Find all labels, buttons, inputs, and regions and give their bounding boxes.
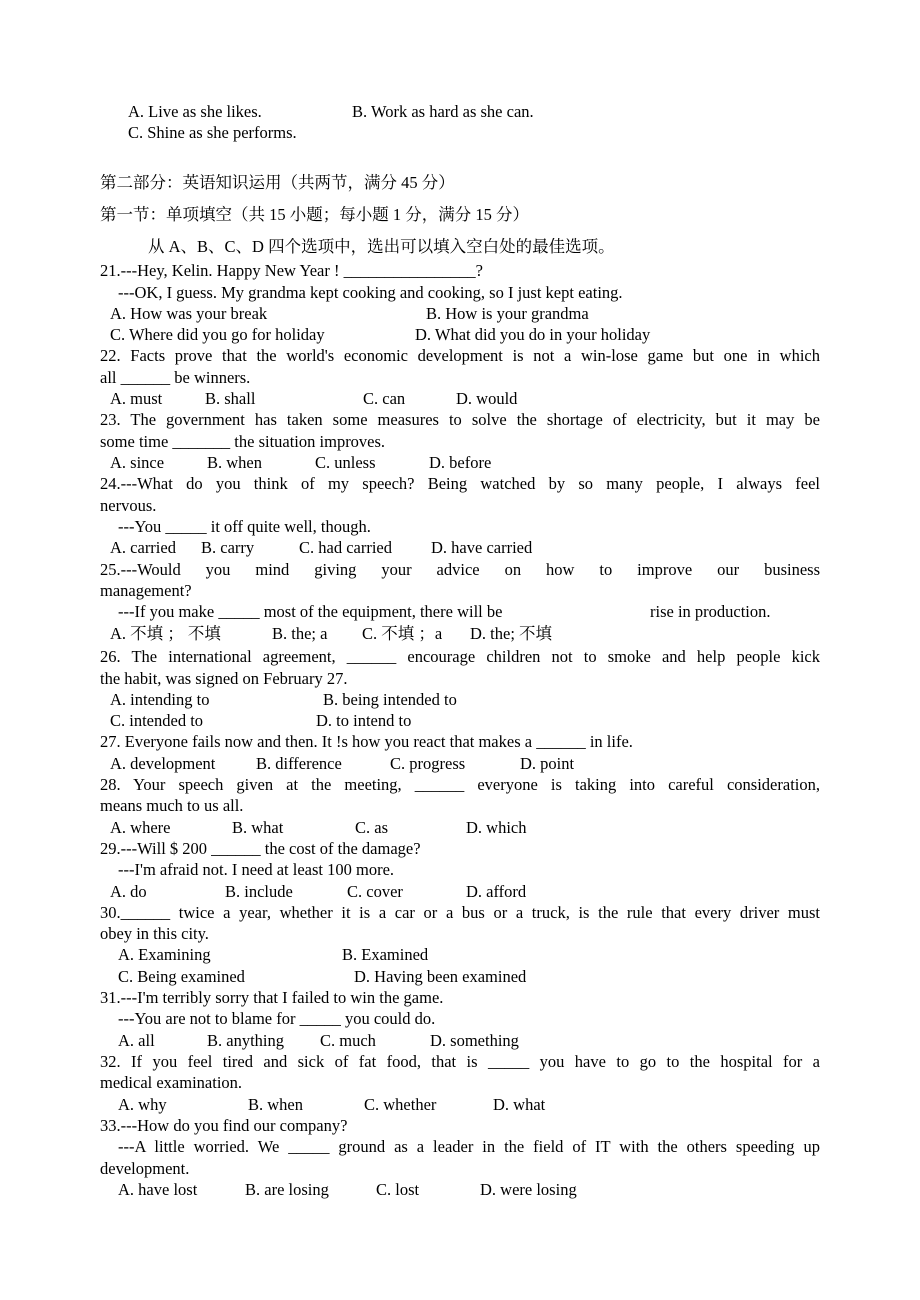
q29-option-c: C. cover <box>347 882 403 901</box>
q33-line1: 33.---How do you find our company? <box>100 1116 348 1135</box>
q32-option-d: D. what <box>493 1095 546 1114</box>
q28-line1: 28. Your speech given at the meeting, ______ everyone is taking into careful consideration, <box>100 775 820 794</box>
q28-option-d: D. which <box>466 818 527 837</box>
q32-line2: medical examination. <box>100 1073 243 1092</box>
q23-option-c: C. unless <box>315 453 376 472</box>
q31-option-d: D. something <box>430 1031 519 1050</box>
q26-option-a: A. intending to <box>110 690 210 709</box>
q24-option-b: B. carry <box>201 538 255 557</box>
q21-line1: 21.---Hey, Kelin. Happy New Year ! ________________? <box>100 261 483 280</box>
section-title: 第一节：单项填空（共 15 小题；每小题 1 分，满分 15 分） <box>100 205 529 224</box>
q30-line2: obey in this city. <box>100 924 209 943</box>
q28-option-a: A. where <box>110 818 171 837</box>
q26-option-c: C. intended to <box>110 711 204 730</box>
q33-option-b: B. are losing <box>245 1180 329 1199</box>
q29-line1: 29.---Will $ 200 ______ the cost of the damage? <box>100 839 421 858</box>
q25-option-c: C. 不填 ；a <box>362 624 443 643</box>
q29-option-d: D. afford <box>466 882 527 901</box>
q32-option-c: C. whether <box>364 1095 437 1114</box>
q25-line3b: rise in production. <box>650 602 771 621</box>
part-title: 第二部分：英语知识运用（共两节，满分 45 分） <box>100 173 455 192</box>
q25-option-b: B. the; a <box>272 624 328 643</box>
q28-option-c: C. as <box>355 818 388 837</box>
q26-line1: 26. The international agreement, ______ encourage children not to smoke and help people kick <box>100 647 820 666</box>
q30-option-c: C. Being examined <box>118 967 245 986</box>
q33-line2: ---A little worried. We _____ ground as a leader in the field of IT with the others speeding up <box>118 1137 820 1156</box>
q24-option-c: C. had carried <box>299 538 392 557</box>
prev-option-c: C. Shine as she performs. <box>128 123 297 142</box>
q25-option-d: D. the; 不填 <box>470 624 553 643</box>
q21-line2: ---OK, I guess. My grandma kept cooking and cooking, so I just kept eating. <box>118 283 623 302</box>
q33-option-d: D. were losing <box>480 1180 577 1199</box>
q22-option-d: D. would <box>456 389 518 408</box>
q33-line3: development. <box>100 1159 190 1178</box>
q22-option-a: A. must <box>110 389 163 408</box>
q22-line1: 22. Facts prove that the world's economic development is not a win-lose game but one in which <box>100 346 820 365</box>
q25-option-a: A. 不填 ； 不填 <box>110 624 221 643</box>
q27-option-b: B. difference <box>256 754 342 773</box>
q22-line2: all ______ be winners. <box>100 368 251 387</box>
q30-option-d: D. Having been examined <box>354 967 527 986</box>
q27-line1: 27. Everyone fails now and then. It !s how you react that makes a ______ in life. <box>100 732 633 751</box>
q33-option-c: C. lost <box>376 1180 420 1199</box>
q22-option-c: C. can <box>363 389 406 408</box>
q21-option-b: B. How is your grandma <box>426 304 589 323</box>
q26-option-b: B. being intended to <box>323 690 457 709</box>
q30-line1: 30.______ twice a year, whether it is a car or a bus or a truck, is the rule that every driver must <box>100 903 820 922</box>
q31-line1: 31.---I'm terribly sorry that I failed to win the game. <box>100 988 444 1007</box>
q22-option-b: B. shall <box>205 389 256 408</box>
q31-option-a: A. all <box>118 1031 155 1050</box>
q23-line2: some time _______ the situation improves. <box>100 432 386 451</box>
q26-line2: the habit, was signed on February 27. <box>100 669 348 688</box>
q27-option-c: C. progress <box>390 754 466 773</box>
q32-option-a: A. why <box>118 1095 167 1114</box>
q24-line3: ---You _____ it off quite well, though. <box>118 517 371 536</box>
q23-option-b: B. when <box>207 453 262 472</box>
q28-option-b: B. what <box>232 818 284 837</box>
q23-option-d: D. before <box>429 453 492 472</box>
q21-option-c: C. Where did you go for holiday <box>110 325 325 344</box>
q23-line1: 23. The government has taken some measures to solve the shortage of electricity, but it may be <box>100 410 820 429</box>
q31-option-b: B. anything <box>207 1031 284 1050</box>
q25-line3a: ---If you make _____ most of the equipment, there will be <box>118 602 503 621</box>
q29-option-b: B. include <box>225 882 293 901</box>
q28-line2: means much to us all. <box>100 796 244 815</box>
q24-line2: nervous. <box>100 496 157 515</box>
q33-option-a: A. have lost <box>118 1180 198 1199</box>
prev-option-a: A. Live as she likes. <box>128 102 262 121</box>
prev-option-b: B. Work as hard as she can. <box>352 102 534 121</box>
q21-option-d: D. What did you do in your holiday <box>415 325 651 344</box>
q24-option-a: A. carried <box>110 538 176 557</box>
q27-option-d: D. point <box>520 754 575 773</box>
q29-line2: ---I'm afraid not. I need at least 100 more. <box>118 860 395 879</box>
q21-option-a: A. How was your break <box>110 304 268 323</box>
q26-option-d: D. to intend to <box>316 711 412 730</box>
q27-option-a: A. development <box>110 754 216 773</box>
q24-option-d: D. have carried <box>431 538 533 557</box>
q29-option-a: A. do <box>110 882 147 901</box>
q31-option-c: C. much <box>320 1031 376 1050</box>
q23-option-a: A. since <box>110 453 165 472</box>
q30-option-a: A. Examining <box>118 945 211 964</box>
q30-option-b: B. Examined <box>342 945 429 964</box>
q32-option-b: B. when <box>248 1095 303 1114</box>
q31-line2: ---You are not to blame for _____ you could do. <box>118 1009 436 1028</box>
q24-line1: 24.---What do you think of my speech? Being watched by so many people, I always feel <box>100 474 820 493</box>
q25-line2: management? <box>100 581 192 600</box>
q25-line1: 25.---Would you mind giving your advice on how to improve our business <box>100 560 820 579</box>
instruction: 从 A、B、C、D 四个选项中，选出可以填入空白处的最佳选项。 <box>148 237 615 256</box>
q32-line1: 32. If you feel tired and sick of fat food, that is _____ you have to go to the hospital for a <box>100 1052 820 1071</box>
